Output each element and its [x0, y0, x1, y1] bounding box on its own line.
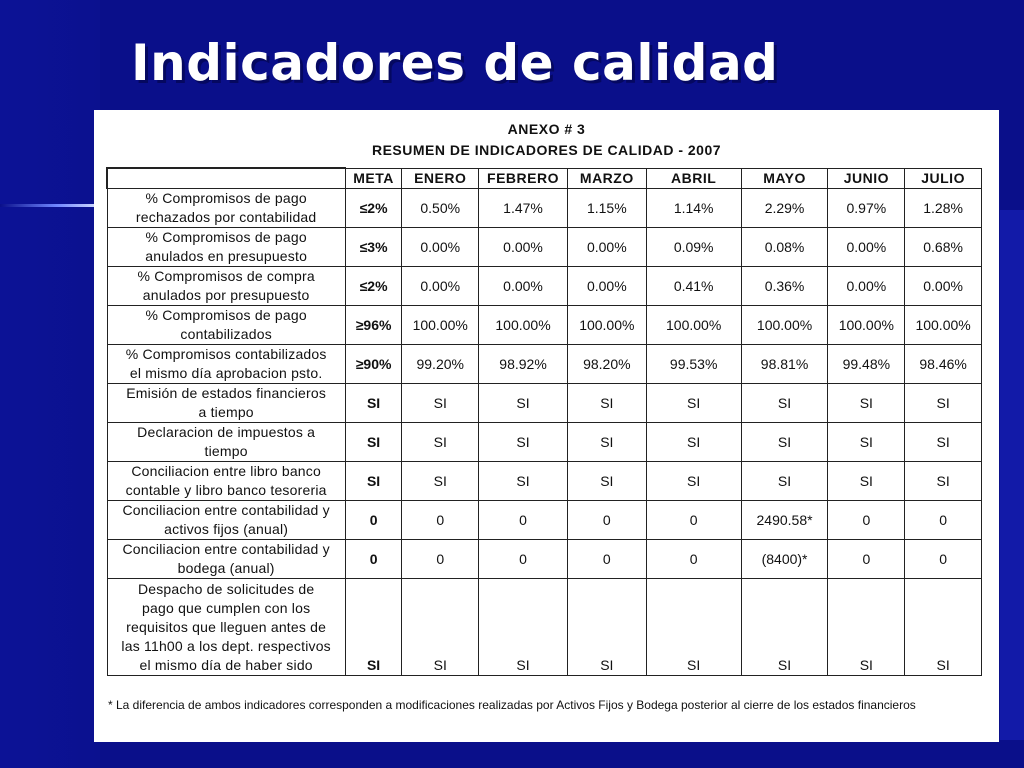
meta-cell: ≥96%	[345, 306, 402, 345]
indicator-label-line: anulados por presupuesto	[142, 287, 310, 303]
value-cell-junio: 99.48%	[828, 345, 905, 384]
value-cell-enero: 0	[402, 540, 479, 579]
resumen-heading: RESUMEN DE INDICADORES DE CALIDAD - 2007	[371, 142, 722, 158]
indicator-label-line: requisitos que lleguen antes de	[126, 618, 327, 635]
value-cell-mayo: 0.08%	[741, 228, 828, 267]
table-row	[107, 462, 982, 501]
value-cell-junio: SI	[828, 384, 905, 423]
value-cell-julio: SI	[905, 384, 982, 423]
value-cell-marzo: 98.20%	[567, 345, 646, 384]
value-cell-enero: 0.00%	[402, 267, 479, 306]
value-cell-febrero: SI	[479, 384, 568, 423]
table-row	[107, 579, 982, 676]
value-cell-junio: SI	[828, 423, 905, 462]
header-cell-junio: JUNIO	[828, 168, 905, 189]
value-cell-marzo: 100.00%	[567, 306, 646, 345]
header-cell-abril: ABRIL	[646, 168, 741, 189]
indicator-label-cell	[107, 189, 345, 228]
value-cell-julio: 0.68%	[905, 228, 982, 267]
value-cell-enero: SI	[402, 579, 479, 676]
value-cell-abril: 100.00%	[646, 306, 741, 345]
value-cell-julio: SI	[905, 579, 982, 676]
indicator-label-line: pago que cumplen con los	[142, 599, 311, 616]
value-cell-abril: 0.41%	[646, 267, 741, 306]
indicator-label-line: % Compromisos de pago	[145, 307, 307, 323]
table-row	[107, 540, 982, 579]
value-cell-marzo: 0	[567, 540, 646, 579]
header-cell-indicator	[107, 168, 345, 189]
anexo-heading: ANEXO # 3	[507, 121, 586, 137]
meta-cell: ≥90%	[345, 345, 402, 384]
indicator-label-line: Despacho de solicitudes de	[137, 580, 315, 597]
value-cell-enero: 0	[402, 501, 479, 540]
value-cell-junio: 0.97%	[828, 189, 905, 228]
background-left-band	[0, 0, 100, 768]
indicator-label-line: Conciliacion entre libro banco	[131, 463, 321, 479]
indicator-label-cell	[107, 267, 345, 306]
indicator-label-line: las 11h00 a los dept. respectivos	[121, 637, 331, 654]
value-cell-julio: SI	[905, 423, 982, 462]
value-cell-julio: 0	[905, 540, 982, 579]
value-cell-febrero: SI	[479, 423, 568, 462]
value-cell-mayo: (8400)*	[741, 540, 828, 579]
table-row	[107, 189, 982, 228]
value-cell-julio: 0.00%	[905, 267, 982, 306]
table-header-row	[107, 168, 982, 189]
value-cell-junio: SI	[828, 462, 905, 501]
value-cell-febrero: 100.00%	[479, 306, 568, 345]
quality-indicators-table	[106, 167, 982, 676]
indicator-label-cell	[107, 462, 345, 501]
slide-title: Indicadores de calidad	[131, 34, 779, 92]
value-cell-abril: 0.09%	[646, 228, 741, 267]
meta-cell: SI	[345, 384, 402, 423]
indicator-label-line: % Compromisos de pago	[145, 229, 307, 245]
meta-cell: SI	[345, 423, 402, 462]
table-row	[107, 306, 982, 345]
value-cell-mayo: 2.29%	[741, 189, 828, 228]
indicator-label-line: % Compromisos contabilizados	[125, 346, 327, 362]
table-row	[107, 501, 982, 540]
header-cell-febrero: FEBRERO	[479, 168, 568, 189]
value-cell-enero: 0.50%	[402, 189, 479, 228]
indicator-label-cell	[107, 306, 345, 345]
header-cell-enero: ENERO	[402, 168, 479, 189]
value-cell-junio: 100.00%	[828, 306, 905, 345]
header-cell-meta: META	[345, 168, 402, 189]
value-cell-julio: SI	[905, 462, 982, 501]
indicator-label-cell	[107, 384, 345, 423]
value-cell-febrero: 0	[479, 501, 568, 540]
value-cell-enero: 100.00%	[402, 306, 479, 345]
indicator-label-cell	[107, 345, 345, 384]
indicator-label-line: el mismo día de haber sido	[139, 656, 313, 673]
table-row	[107, 384, 982, 423]
value-cell-abril: 99.53%	[646, 345, 741, 384]
value-cell-junio: 0.00%	[828, 228, 905, 267]
value-cell-mayo: 2490.58*	[741, 501, 828, 540]
value-cell-junio: SI	[828, 579, 905, 676]
header-cell-julio: JULIO	[905, 168, 982, 189]
background-accent-line	[0, 204, 94, 207]
value-cell-febrero: SI	[479, 579, 568, 676]
value-cell-marzo: SI	[567, 423, 646, 462]
value-cell-mayo: SI	[741, 462, 828, 501]
indicator-label-cell	[107, 228, 345, 267]
indicator-label-line: contabilizados	[180, 326, 272, 342]
value-cell-marzo: 1.15%	[567, 189, 646, 228]
table-row	[107, 345, 982, 384]
header-cell-mayo: MAYO	[741, 168, 828, 189]
indicator-label-line: % Compromisos de compra	[137, 268, 315, 284]
document-panel	[94, 110, 999, 742]
value-cell-mayo: 0.36%	[741, 267, 828, 306]
indicator-label-cell	[107, 540, 345, 579]
table-body	[107, 189, 982, 676]
value-cell-junio: 0.00%	[828, 267, 905, 306]
indicator-label-line: Declaracion de impuestos a	[137, 424, 316, 440]
value-cell-abril: 0	[646, 540, 741, 579]
value-cell-febrero: 0.00%	[479, 267, 568, 306]
value-cell-febrero: 98.92%	[479, 345, 568, 384]
meta-cell: 0	[345, 540, 402, 579]
value-cell-febrero: 1.47%	[479, 189, 568, 228]
value-cell-enero: SI	[402, 423, 479, 462]
value-cell-mayo: 98.81%	[741, 345, 828, 384]
value-cell-junio: 0	[828, 501, 905, 540]
value-cell-marzo: SI	[567, 579, 646, 676]
value-cell-mayo: SI	[741, 384, 828, 423]
indicator-label-line: a tiempo	[198, 404, 254, 420]
table-row	[107, 228, 982, 267]
value-cell-enero: 0.00%	[402, 228, 479, 267]
value-cell-marzo: 0.00%	[567, 228, 646, 267]
header-cell-marzo: MARZO	[567, 168, 646, 189]
indicator-label-line: tiempo	[204, 443, 248, 459]
value-cell-marzo: SI	[567, 462, 646, 501]
table-row	[107, 267, 982, 306]
value-cell-abril: SI	[646, 423, 741, 462]
value-cell-junio: 0	[828, 540, 905, 579]
value-cell-abril: 1.14%	[646, 189, 741, 228]
value-cell-marzo: 0	[567, 501, 646, 540]
background-right-band	[1000, 210, 1024, 740]
value-cell-abril: 0	[646, 501, 741, 540]
value-cell-febrero: 0.00%	[479, 228, 568, 267]
value-cell-julio: 0	[905, 501, 982, 540]
value-cell-abril: SI	[646, 462, 741, 501]
indicator-label-line: bodega (anual)	[177, 560, 275, 576]
meta-cell: ≤3%	[345, 228, 402, 267]
indicator-label-line: contable y libro banco tesoreria	[125, 482, 327, 498]
value-cell-enero: SI	[402, 384, 479, 423]
indicator-label-line: % Compromisos de pago	[145, 190, 307, 206]
table-row	[107, 423, 982, 462]
indicator-label-line: anulados en presupuesto	[145, 248, 308, 264]
value-cell-julio: 100.00%	[905, 306, 982, 345]
value-cell-marzo: SI	[567, 384, 646, 423]
indicator-label-cell	[107, 501, 345, 540]
indicator-label-line: rechazados por contabilidad	[135, 209, 317, 225]
indicator-label-line: Emisión de estados financieros	[126, 385, 327, 401]
meta-cell: SI	[345, 579, 402, 676]
value-cell-enero: SI	[402, 462, 479, 501]
indicator-label-line: Conciliacion entre contabilidad y	[122, 502, 330, 518]
indicator-label-cell	[107, 579, 345, 676]
indicator-label-cell	[107, 423, 345, 462]
value-cell-mayo: SI	[741, 423, 828, 462]
value-cell-julio: 1.28%	[905, 189, 982, 228]
value-cell-enero: 99.20%	[402, 345, 479, 384]
value-cell-marzo: 0.00%	[567, 267, 646, 306]
value-cell-mayo: 100.00%	[741, 306, 828, 345]
value-cell-febrero: SI	[479, 462, 568, 501]
footnote: * La diferencia de ambos indicadores corresponden a modificaciones realizadas por Activos Fijos y Bodega posterior al cierre de los estados financieros	[108, 698, 916, 712]
value-cell-abril: SI	[646, 579, 741, 676]
meta-cell: ≤2%	[345, 189, 402, 228]
indicator-label-line: activos fijos (anual)	[164, 521, 289, 537]
value-cell-abril: SI	[646, 384, 741, 423]
meta-cell: ≤2%	[345, 267, 402, 306]
value-cell-julio: 98.46%	[905, 345, 982, 384]
indicator-label-line: Conciliacion entre contabilidad y	[122, 541, 330, 557]
value-cell-mayo: SI	[741, 579, 828, 676]
meta-cell: SI	[345, 462, 402, 501]
value-cell-febrero: 0	[479, 540, 568, 579]
indicator-label-line: el mismo día aprobacion psto.	[129, 365, 323, 381]
meta-cell: 0	[345, 501, 402, 540]
